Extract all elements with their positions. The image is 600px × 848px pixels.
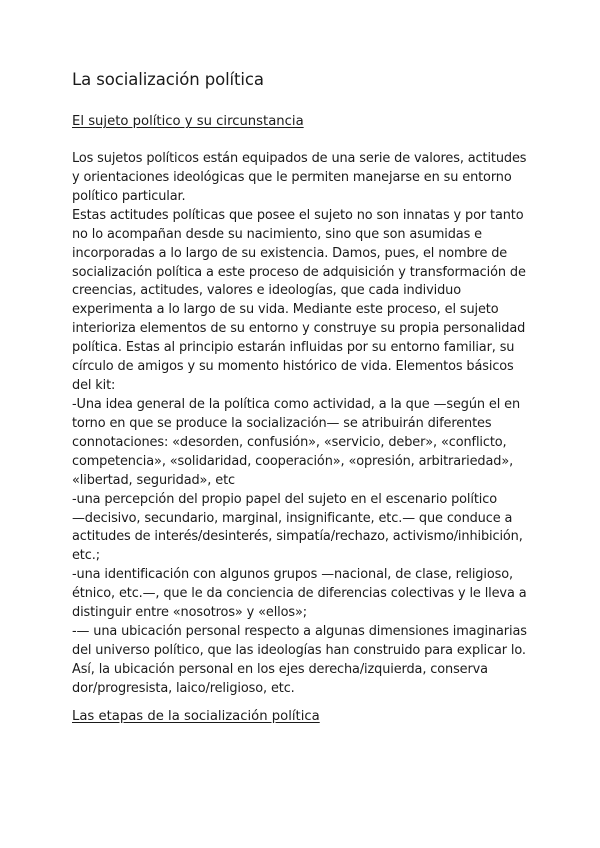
body-text — [72, 150, 552, 699]
text-line: Los sujetos políticos están equipados de una serie de valores, actitudes — [72, 151, 527, 166]
text-line: étnico, etc.—, que le da conciencia de diferencias colectivas y le lleva a — [72, 586, 527, 602]
text-line: etc.; — [72, 548, 100, 564]
text-line: experimenta a lo largo de su vida. Mediante este proceso, el sujeto — [72, 302, 499, 318]
text-line: socialización política a este proceso de adquisición y transformación de — [72, 264, 526, 280]
text-line: creencias, actitudes, valores e ideologías, que cada individuo — [72, 283, 461, 299]
text-line: distinguir entre «nosotros» y «ellos»; — [72, 605, 307, 621]
text-line: incorporadas a lo largo de su existencia. Damos, pues, el nombre de — [72, 245, 508, 261]
text-line: Así, la ubicación personal en los ejes derecha/izquierda, conserva — [72, 661, 488, 677]
section-heading-sujeto-politico: El sujeto político y su circunstancia — [72, 114, 304, 129]
text-line: interioriza elementos de su entorno y construye su propia personalidad — [72, 321, 526, 337]
text-line: dor/progresista, laico/religioso, etc. — [72, 680, 295, 696]
text-line: política. Estas al principio estarán influidas por su entorno familiar, su — [72, 340, 515, 356]
text-line: no lo acompañan desde su nacimiento, sino que son asumidas e — [72, 226, 482, 242]
text-line: Estas actitudes políticas que posee el sujeto no son innatas y por tanto — [72, 207, 524, 223]
text-line: -una percepción del propio papel del sujeto en el escenario político — [72, 491, 497, 507]
text-line: círculo de amigos y su momento histórico de vida. Elementos básicos — [72, 359, 514, 375]
section-heading-etapas: Las etapas de la socialización política — [72, 709, 320, 724]
text-line: y orientaciones ideológicas que le permiten manejarse en su entorno — [72, 169, 512, 185]
text-line: actitudes de interés/desinterés, simpatía/rechazo, activismo/inhibición, — [72, 529, 523, 545]
text-line: «libertad, seguridad», etc — [72, 472, 235, 488]
text-line: torno en que se produce la socialización— se atribuirán diferentes — [72, 415, 492, 431]
text-line: -Una idea general de la política como actividad, a la que —según el en — [72, 396, 521, 412]
text-line: connotaciones: «desorden, confusión», «servicio, deber», «conflicto, — [72, 434, 507, 450]
text-line: político particular. — [72, 188, 186, 204]
text-line: -— una ubicación personal respecto a algunas dimensiones imaginarias — [72, 624, 527, 640]
text-line: competencia», «solidaridad, cooperación», «opresión, arbitrariedad», — [72, 453, 514, 469]
text-line: del kit: — [72, 378, 116, 394]
text-line: -una identificación con algunos grupos —nacional, de clase, religioso, — [72, 567, 513, 583]
text-line: —decisivo, secundario, marginal, insignificante, etc.— que conduce a — [72, 510, 513, 526]
page-title: La socialización política — [72, 70, 264, 89]
text-line: del universo político, que las ideologías han construido para explicar lo. — [72, 642, 526, 658]
